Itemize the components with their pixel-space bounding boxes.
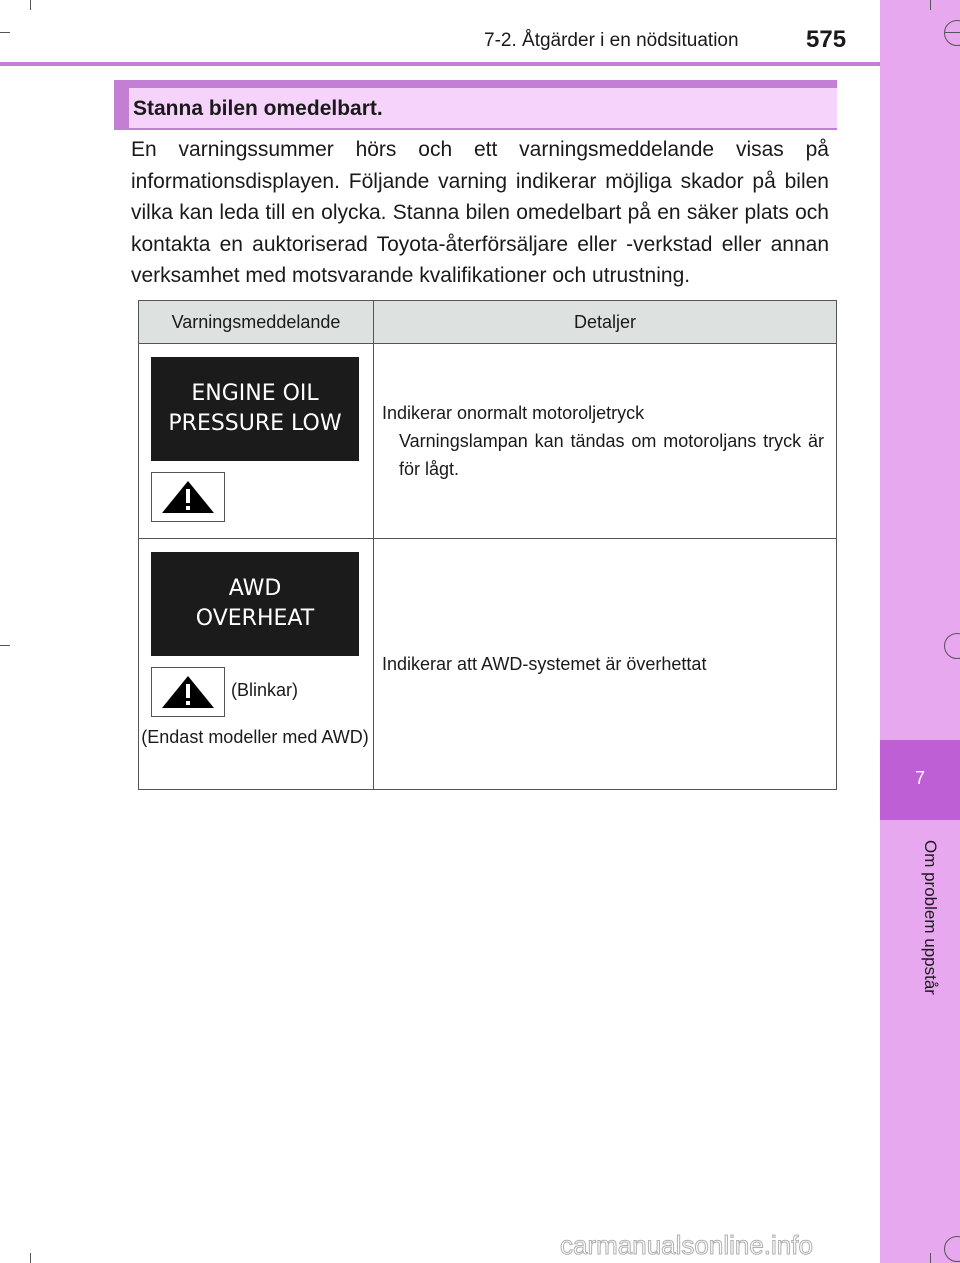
section-title: 7-2. Åtgärder i en nödsituation — [484, 30, 739, 51]
warning-details-cell — [374, 344, 837, 539]
table-header-message: Varningsmeddelande — [139, 301, 374, 344]
table-row — [139, 344, 837, 539]
heading: Stanna bilen omedelbart. — [133, 97, 383, 120]
crop-mark — [930, 0, 931, 10]
blink-note: (Blinkar) — [231, 680, 299, 700]
warning-details-cell — [374, 539, 837, 790]
display-line: OVERHEAT — [195, 606, 315, 631]
display-message — [151, 552, 359, 656]
body-paragraph: En varningssummer hörs och ett varningsmeddelande visas på informationsdisplayen. Följande varning indikerar möjliga skador på bilen vilka kan leda till en olycka. Stanna bilen omedelbart på en säker plats och kontakta en auktoriserad Toyota-återförsäljare eller -verkstad eller annan verksamhet med motsvarande kvalifikationer och utrustning. — [131, 138, 829, 287]
chapter-title: Om problem uppstår — [921, 840, 940, 995]
svg-text:carmanualsonline.info: carmanualsonline.info — [560, 1230, 813, 1260]
crop-mark — [0, 645, 10, 646]
watermark — [560, 1226, 900, 1262]
detail-title: Indikerar onormalt motoroljetryck — [382, 403, 645, 423]
page-number: 575 — [806, 26, 847, 53]
crop-mark — [930, 1253, 931, 1263]
warning-table — [138, 300, 837, 790]
display-line: PRESSURE LOW — [168, 411, 342, 436]
table-row — [139, 539, 837, 790]
display-line: ENGINE OIL — [191, 381, 319, 406]
detail-text: Varningslampan kan tändas om motoroljans tryck är för lågt. — [399, 431, 824, 479]
model-note: (Endast modeller med AWD) — [141, 727, 369, 747]
table-header-details: Detaljer — [374, 301, 837, 344]
warning-light — [151, 472, 225, 522]
warning-message-cell — [139, 344, 374, 539]
display-message — [151, 357, 359, 461]
warning-message-cell — [139, 539, 374, 790]
crop-mark — [0, 32, 10, 33]
crop-mark — [30, 0, 31, 10]
header-rule — [0, 62, 880, 66]
warning-triangle-icon — [160, 479, 216, 515]
detail-title: Indikerar att AWD-systemet är överhettat — [382, 653, 707, 674]
warning-light — [151, 667, 225, 717]
display-line: AWD — [228, 576, 282, 601]
crop-mark — [30, 1253, 31, 1263]
chapter-number: 7 — [914, 768, 925, 788]
table-header-row — [139, 301, 837, 344]
warning-triangle-icon — [160, 674, 216, 710]
